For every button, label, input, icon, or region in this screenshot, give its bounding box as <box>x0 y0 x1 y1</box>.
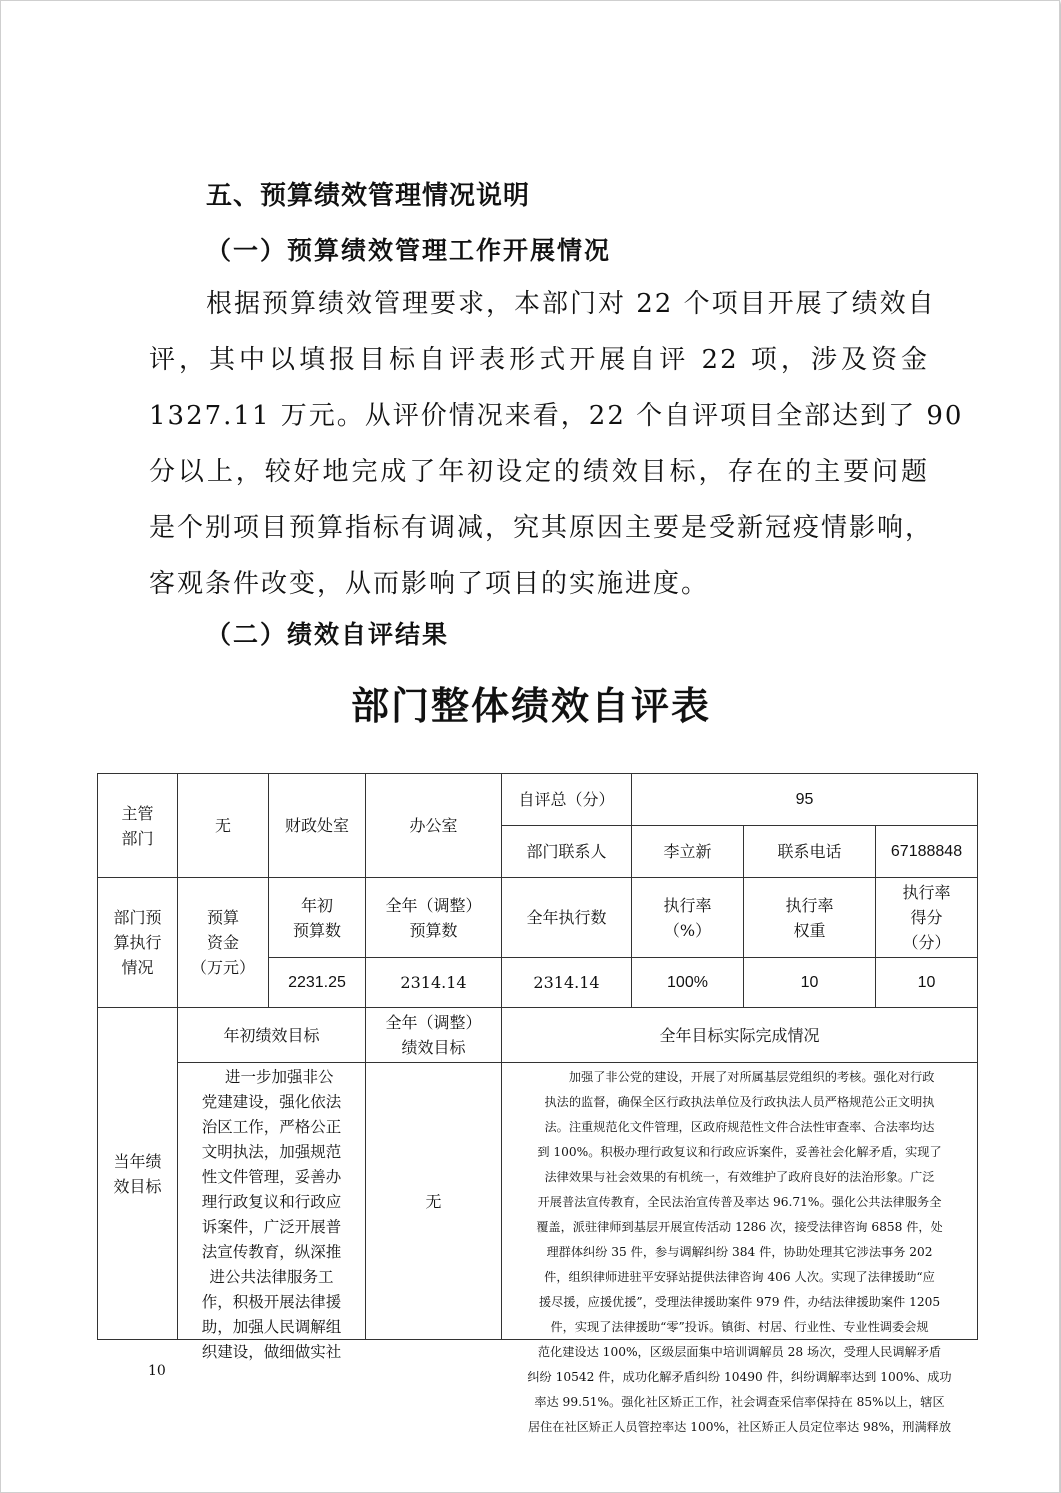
result-line: 范化建设达 100%，区级层面集中培训调解员 28 场次，受理人民调解矛盾 <box>537 1345 942 1359</box>
header-line: （%） <box>663 920 712 940</box>
col-initial-budget <box>269 878 366 958</box>
result-line: 执法的监督，确保全区行政执法单位及行政执法人员严格规范公正文明执 <box>544 1095 935 1109</box>
goal-label-line: 效目标 <box>113 1176 162 1196</box>
col-exec-weight <box>744 878 876 958</box>
result-line: 覆盖，派驻律师到基层开展宣传活动 1286 次，接受法律咨询 6858 件，处 <box>536 1220 943 1234</box>
goal-line: 性文件管理，妥善办 <box>201 1168 342 1186</box>
result-line: 法律效果与社会效果的有机统一，有效维护了政府良好的法治形象。广泛 <box>544 1170 935 1184</box>
phone-label: 联系电话 <box>744 826 876 878</box>
result-line: 法。注重规范化文件管理，区政府规范性文件合法性审查率、合法率均达 <box>544 1120 935 1134</box>
paragraph-line: 分以上，较好地完成了年初设定的绩效目标，存在的主要问题 <box>149 457 929 487</box>
paragraph-line: 根据预算绩效管理要求，本部门对 22 个项目开展了绩效自 <box>206 289 936 319</box>
paragraph-line: 是个别项目预算指标有调减，究其原因主要是受新冠疫情影响， <box>149 513 934 543</box>
goal-line: 治区工作，严格公正 <box>201 1118 342 1136</box>
exec-weight-value: 10 <box>744 958 876 1008</box>
budget-exec-label <box>98 878 178 1008</box>
score-label: 自评总（分） <box>502 774 632 826</box>
header-line: 执行率 <box>663 895 712 915</box>
dept-label-line: 主管 <box>121 803 154 823</box>
budget-exec-label-line: 部门预 <box>113 908 162 927</box>
result-line: 件，组织律师进驻平安驿站提供法律咨询 406 人次。实现了法律援助“应 <box>544 1270 935 1284</box>
finance-office-label: 财政处室 <box>269 774 366 878</box>
header-line: 预算数 <box>409 920 458 940</box>
subheading-self-eval-results: （二）绩效自评结果 <box>206 620 450 649</box>
result-line: 加强了非公党的建设，开展了对所属基层党组织的考核。强化对行政 <box>544 1070 935 1084</box>
col-annual-exec: 全年执行数 <box>502 878 632 958</box>
score-value: 95 <box>632 774 978 826</box>
dept-label-line: 部门 <box>121 828 154 848</box>
self-evaluation-table <box>97 773 978 1434</box>
result-line: 居住在社区矫正人员管控率达 100%，社区矫正人员定位率达 98%，刑满释放 <box>527 1420 952 1434</box>
result-line: 理群体纠纷 35 件，参与调解纠纷 384 件，协助处理其它涉法事务 202 <box>546 1245 933 1259</box>
col-adjusted-budget <box>366 878 502 958</box>
goal-line: 进公共法律服务工 <box>209 1268 334 1286</box>
budget-exec-label-line: 算执行 <box>113 933 162 952</box>
contact-label: 部门联系人 <box>502 826 632 878</box>
exec-score-value: 10 <box>876 958 978 1008</box>
goal-actual-text <box>502 1063 978 1434</box>
paragraph-line: 评，其中以填报目标自评表形式开展自评 22 项，涉及资金 <box>149 345 929 375</box>
goal-line: 助，加强人民调解组 <box>201 1318 342 1336</box>
budget-funds-label-line: （万元） <box>190 958 255 977</box>
goal-line: 织建设，做细做实社 <box>201 1343 342 1361</box>
goal-line: 作，积极开展法律援 <box>201 1293 342 1311</box>
adjusted-budget-value: 2314.14 <box>366 958 502 1008</box>
result-line: 率达 99.51%。强化社区矫正工作，社会调查采信率保持在 85%以上，辖区 <box>534 1395 945 1409</box>
goal-adjusted-value: 无 <box>366 1063 502 1340</box>
col-exec-rate <box>632 878 744 958</box>
annual-exec-value: 2314.14 <box>502 958 632 1008</box>
result-line: 纠纷 10542 件，成功化解矛盾纠纷 10490 件，纠纷调解率达到 100%、成功 <box>527 1370 952 1384</box>
header-line: 绩效目标 <box>401 1038 466 1057</box>
result-line: 件，实现了法律援助“零”投诉。镇街、村居、行业性、专业性调委会规 <box>550 1320 929 1334</box>
goal-line: 诉案件，广泛开展普 <box>201 1218 342 1236</box>
budget-funds-label <box>178 878 269 1008</box>
phone-value: 67188848 <box>876 826 978 878</box>
goal-actual-header: 全年目标实际完成情况 <box>502 1008 978 1063</box>
budget-funds-label-line: 预算 <box>206 908 239 927</box>
exec-rate-value: 100% <box>632 958 744 1008</box>
header-line: （分） <box>902 933 951 952</box>
table-title: 部门整体绩效自评表 <box>350 683 711 728</box>
body-paragraph <box>149 276 964 612</box>
budget-funds-label-line: 资金 <box>206 933 239 952</box>
header-line: 权重 <box>793 920 826 940</box>
contact-name: 李立新 <box>632 826 744 878</box>
budget-exec-label-line: 情况 <box>121 958 154 977</box>
goal-line: 理行政复议和行政应 <box>201 1193 342 1211</box>
initial-budget-value: 2231.25 <box>269 958 366 1008</box>
header-line: 年初 <box>300 895 333 915</box>
paragraph-line: 1327.11 万元。从评价情况来看，22 个自评项目全部达到了 90 <box>149 401 964 431</box>
page-number: 10 <box>148 1363 166 1379</box>
goal-line: 党建建设，强化依法 <box>201 1093 342 1111</box>
paragraph-line: 客观条件改变，从而影响了项目的实施进度。 <box>149 569 710 599</box>
goal-adjusted-header <box>366 1008 502 1063</box>
dept-value: 无 <box>178 774 269 878</box>
section-heading: 五、预算绩效管理情况说明 <box>206 181 531 211</box>
goal-label-line: 当年绩 <box>113 1151 162 1171</box>
goal-initial-text <box>178 1063 366 1361</box>
goal-label <box>98 1008 178 1340</box>
result-line: 开展普法宣传教育，全民法治宣传普及率达 96.71%。强化公共法律服务全 <box>537 1195 942 1209</box>
col-exec-score <box>876 878 978 958</box>
subheading-work-status: （一）预算绩效管理工作开展情况 <box>206 236 612 265</box>
header-line: 得分 <box>910 908 943 927</box>
goal-line: 法宣传教育，纵深推 <box>201 1243 342 1261</box>
header-line: 预算数 <box>292 920 341 940</box>
dept-label-cell <box>98 774 178 878</box>
goal-line: 文明执法，加强规范 <box>201 1143 342 1161</box>
goal-line: 进一步加强非公 <box>209 1068 334 1086</box>
header-line: 全年（调整） <box>385 895 482 915</box>
office-value: 办公室 <box>366 774 502 878</box>
header-line: 全年（调整） <box>385 1013 482 1032</box>
header-line: 执行率 <box>902 883 951 902</box>
goal-initial-header: 年初绩效目标 <box>178 1008 366 1063</box>
result-line: 到 100%。积极办理行政复议和行政应诉案件，妥善社会化解矛盾，实现了 <box>537 1145 942 1159</box>
result-line: 援尽援，应援优援”，受理法律援助案件 979 件，办结法律援助案件 1205 <box>538 1295 941 1309</box>
header-line: 执行率 <box>785 895 834 915</box>
